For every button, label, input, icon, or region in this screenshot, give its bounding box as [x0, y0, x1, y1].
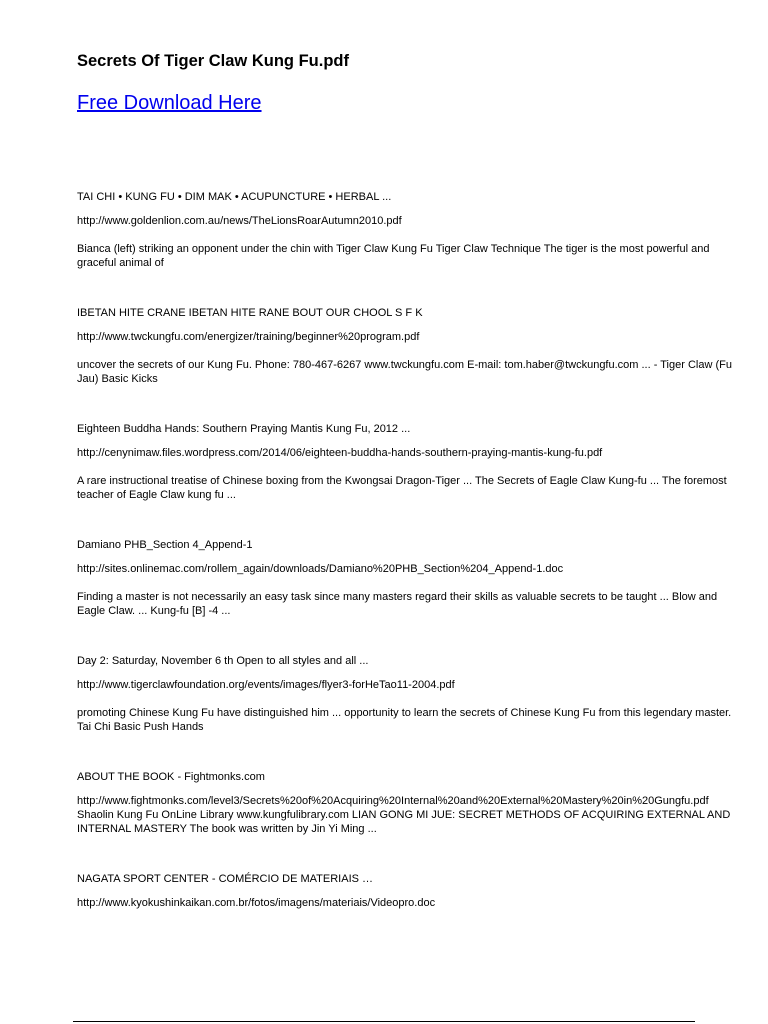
result-url[interactable]: http://cenynimaw.files.wordpress.com/2014/06/eighteen-buddha-hands-southern-praying-mantis-kung-fu.pdf: [77, 447, 603, 459]
result-heading: ABOUT THE BOOK - Fightmonks.com: [77, 771, 265, 783]
result-heading: Eighteen Buddha Hands: Southern Praying Mantis Kung Fu, 2012 ...: [77, 423, 411, 435]
result-snippet: uncover the secrets of our Kung Fu. Phone: 780-467-6267 www.twckungfu.com E-mail: tom.haber@twckungfu.com ... - Tiger Claw (Fu Jau) Basic Kicks: [77, 359, 732, 385]
result-entry: [77, 538, 733, 618]
result-url[interactable]: http://sites.onlinemac.com/rollem_again/downloads/Damiano%20PHB_Section%204_Append-1.doc: [77, 563, 564, 575]
result-heading: NAGATA SPORT CENTER - COMÉRCIO DE MATERIAIS …: [77, 873, 374, 885]
result-url[interactable]: http://www.goldenlion.com.au/news/TheLionsRoarAutumn2010.pdf: [77, 215, 402, 227]
result-snippet: promoting Chinese Kung Fu have distinguished him ... opportunity to learn the secrets of Chinese Kung Fu from this legendary master. Tai Chi Basic Push Hands: [77, 707, 732, 733]
result-heading: IBETAN HITE CRANE IBETAN HITE RANE BOUT OUR CHOOL S F K: [77, 307, 423, 319]
result-entry: [77, 770, 733, 836]
result-url[interactable]: http://www.kyokushinkaikan.com.br/fotos/imagens/materiais/Videopro.doc: [77, 897, 436, 909]
result-entry: [77, 654, 733, 734]
footer-divider: [73, 1021, 695, 1022]
search-results-list: [77, 190, 733, 946]
result-entry: [77, 422, 733, 502]
result-snippet: Bianca (left) striking an opponent under the chin with Tiger Claw Kung Fu Tiger Claw Technique The tiger is the most powerful and graceful animal of: [77, 243, 710, 269]
result-url[interactable]: http://www.twckungfu.com/energizer/training/beginner%20program.pdf: [77, 331, 420, 343]
result-entry: [77, 872, 733, 910]
result-entry: [77, 190, 733, 270]
result-snippet: Shaolin Kung Fu OnLine Library www.kungfulibrary.com LIAN GONG MI JUE: SECRET METHODS OF ACQUIRING EXTERNAL AND INTERNAL MASTERY The book was written by Jin Yi Ming ...: [77, 809, 731, 835]
result-url[interactable]: http://www.fightmonks.com/level3/Secrets%20of%20Acquiring%20Internal%20and%20External%20Mastery%20in%20Gungfu.pdf: [77, 795, 709, 807]
result-heading: TAI CHI • KUNG FU • DIM MAK • ACUPUNCTURE • HERBAL ...: [77, 191, 392, 203]
result-snippet: Finding a master is not necessarily an easy task since many masters regard their skills as valuable secrets to be taught ... Blow and Eagle Claw. ... Kung-fu [B] -4 ...: [77, 591, 718, 617]
result-snippet: A rare instructional treatise of Chinese boxing from the Kwongsai Dragon-Tiger ... The Secrets of Eagle Claw Kung-fu ... The foremost teacher of Eagle Claw kung fu ...: [77, 475, 727, 501]
result-url[interactable]: http://www.tigerclawfoundation.org/events/images/flyer3-forHeTao11-2004.pdf: [77, 679, 455, 691]
page-title: Secrets Of Tiger Claw Kung Fu.pdf: [77, 52, 349, 70]
result-entry: [77, 306, 733, 386]
free-download-link[interactable]: Free Download Here: [77, 92, 262, 114]
result-heading: Day 2: Saturday, November 6 th Open to all styles and all ...: [77, 655, 369, 667]
result-heading: Damiano PHB_Section 4_Append-1: [77, 539, 253, 551]
